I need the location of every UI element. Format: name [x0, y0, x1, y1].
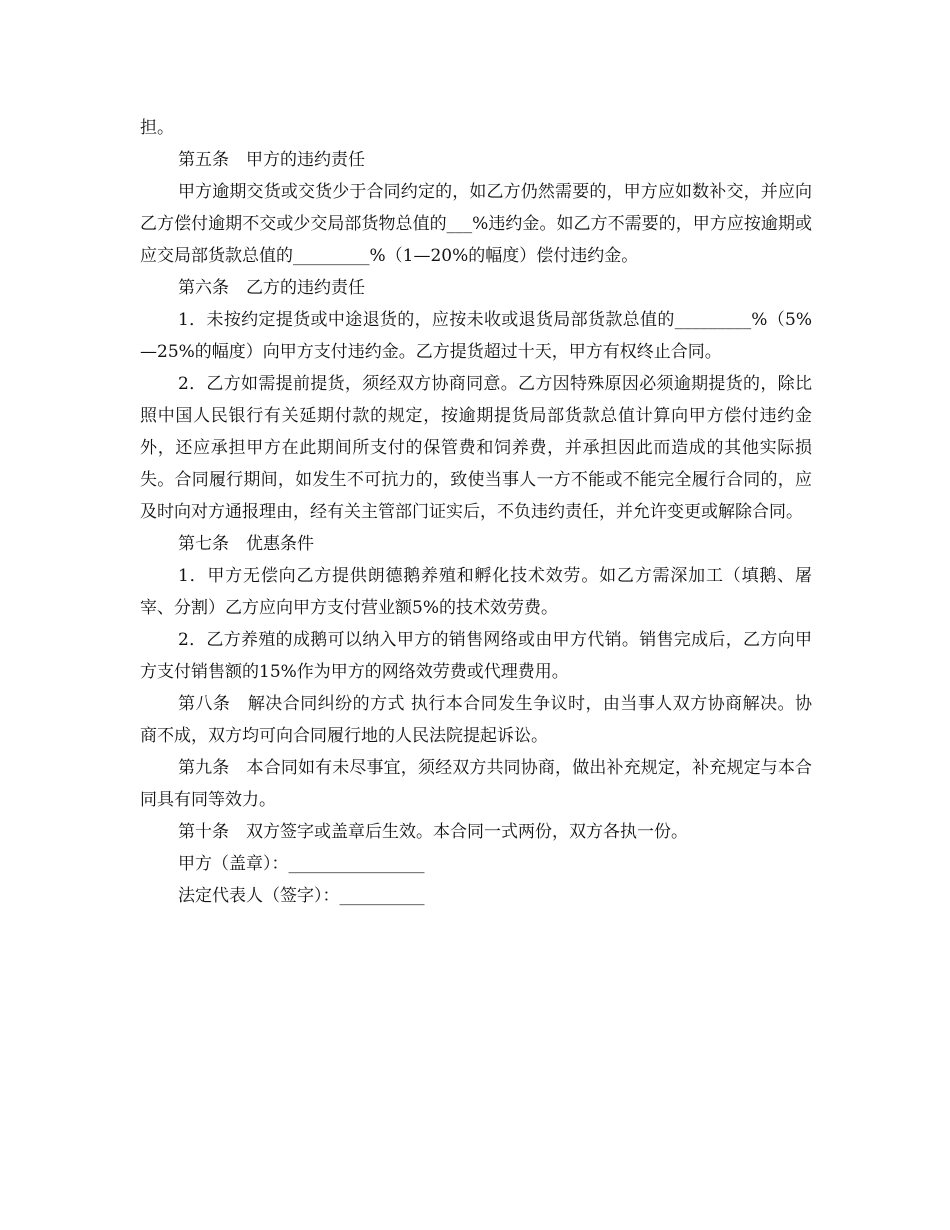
article-6-item-1: 1．未按约定提货或中途退货的，应按未收或退货局部货款总值的_________%（5%—25%的幅度）向甲方支付违约金。乙方提货超过十天，甲方有权终止合同。: [140, 310, 812, 362]
article-10: 第十条 双方签字或盖章后生效。本合同一式两份，双方各执一份。: [178, 822, 688, 842]
continued-text: 担。: [140, 118, 174, 138]
article-9: 第九条 本合同如有未尽事宜，须经双方共同协商，做出补充规定，补充规定与本合同具有同等效力。: [140, 758, 812, 810]
article-5-heading: 第五条 甲方的违约责任: [178, 150, 365, 170]
article-7-heading: 第七条 优惠条件: [178, 534, 314, 554]
article-6-heading: 第六条 乙方的违约责任: [178, 278, 365, 298]
article-7-item-2: 2．乙方养殖的成鹅可以纳入甲方的销售网络或由甲方代销。销售完成后，乙方向甲方支付销售额的15%作为甲方的网络效劳费或代理费用。: [140, 630, 812, 682]
article-5-body: 甲方逾期交货或交货少于合同约定的，如乙方仍然需要的，甲方应如数补交，并应向乙方偿付逾期不交或少交局部货物总值的___%违约金。如乙方不需要的，甲方应按逾期或应交局部货款总值的_________%（1—20%的幅度）偿付违约金。: [140, 182, 812, 266]
party-a-seal-line: 甲方（盖章）：________________: [178, 854, 425, 874]
article-8: 第八条 解决合同纠纷的方式 执行本合同发生争议时，由当事人双方协商解决。协商不成，双方均可向合同履行地的人民法院提起诉讼。: [140, 694, 812, 746]
article-6-item-2: 2．乙方如需提前提货，须经双方协商同意。乙方因特殊原因必须逾期提货的，除比照中国人民银行有关延期付款的规定，按逾期提货局部货款总值计算向甲方偿付违约金外，还应承担甲方在此期间所支付的保管费和饲养费，并承担因此而造成的其他实际损失。合同履行期间，如发生不可抗力的，致使当事人一方不能或不能完全履行合同的，应及时向对方通报理由，经有关主管部门证实后，不负违约责任，并允许变更或解除合同。: [140, 374, 812, 522]
article-7-item-1: 1．甲方无偿向乙方提供朗德鹅养殖和孵化技术效劳。如乙方需深加工（填鹅、屠宰、分割）乙方应向甲方支付营业额5%的技术效劳费。: [140, 566, 812, 618]
contract-body: [140, 112, 812, 912]
legal-representative-signature-line: 法定代表人（签字）：__________: [178, 886, 425, 906]
